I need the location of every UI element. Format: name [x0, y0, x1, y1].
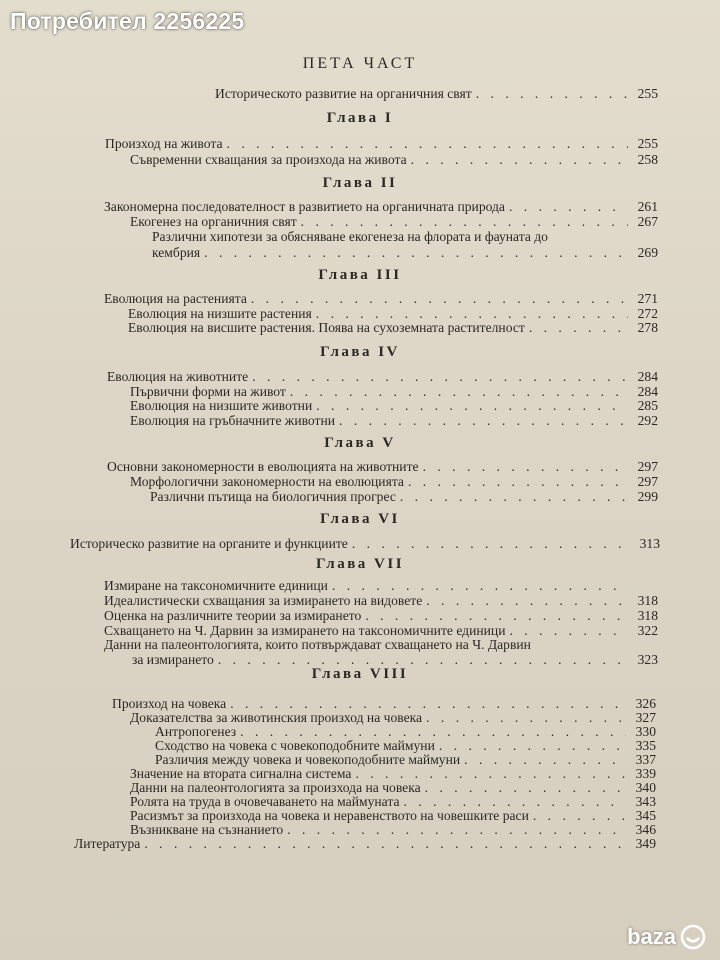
toc-entry: Произход на човека . . . 326 — [112, 696, 656, 712]
toc-entry-line1: Данни на палеонтологията, които потвърждават схващането на Ч. Дарвин — [104, 637, 531, 652]
toc-entry: Съвременни схващания за произхода на живота . . . 258 — [130, 152, 658, 168]
toc-entry: Произход на живота . . . 255 — [105, 136, 658, 152]
toc-entry: Различни пътища на биологичния прогрес . . . 299 — [150, 489, 658, 505]
chapter-heading: Глава II — [322, 175, 398, 191]
chapter-heading: Глава IV — [320, 344, 400, 360]
chapter-heading: Глава III — [318, 267, 402, 283]
toc-entry: кембрия . . . 269 — [152, 245, 658, 261]
user-watermark: Потребител 2256225 — [10, 8, 245, 34]
toc-entry: Историческо развитие на органите и функциите . . . 313 — [70, 536, 660, 552]
toc-entry-line1: Различни хипотези за обясняване екогенеза на флората и фауната до — [152, 229, 548, 244]
toc-entry: Литература . . . 349 — [74, 836, 656, 852]
toc-entry: Идеалистически схващания за измирането на видовете . . . 318 — [104, 593, 658, 609]
chapter-heading: Глава VII — [315, 556, 405, 572]
toc-entry: Сходство на човека с човекоподобните маймуни . . . 335 — [155, 738, 656, 754]
toc-entry: Еволюция на растенията . . . 271 — [104, 291, 658, 307]
toc-entry: Морфологични закономерности на еволюцията . . . 297 — [130, 474, 658, 490]
toc-entry: Измиране на таксономичните единици . . . — [104, 578, 658, 594]
smile-icon — [680, 924, 706, 950]
part-title: ПЕТА ЧАСТ — [302, 55, 418, 72]
toc-entry: Различия между човека и човекоподобните маймуни . . . 337 — [155, 752, 656, 768]
toc-entry: Първични форми на живот . . . 284 — [130, 384, 658, 400]
chapter-heading: Глава I — [326, 110, 394, 126]
toc-entry: Оценка на различните теории за измирането . . . 318 — [104, 608, 658, 624]
toc-entry: Екогенез на органичния свят . . . 267 — [130, 214, 658, 230]
toc-entry: Антропогенез . . . 330 — [155, 724, 656, 740]
bazar-logo: baza — [627, 924, 706, 950]
toc-entry: Еволюция на висшите растения. Поява на сухоземната растителност . . . 278 — [128, 320, 658, 336]
toc-entry: Основни закономерности в еволюцията на животните . . . 297 — [107, 459, 658, 475]
chapter-heading: Глава VI — [320, 511, 400, 527]
toc-entry: Историческото развитие на органичния свят . . . 255 — [215, 86, 658, 102]
toc-entry: за измирането . . . 323 — [132, 652, 658, 668]
toc-entry: Расизмът за произхода на човека и неравенството на човешките раси . . . 345 — [130, 808, 656, 824]
toc-entry: Закономерна последователност в развитието на органичната природа . . . 261 — [104, 199, 658, 215]
toc-entry: Еволюция на гръбначните животни . . . 292 — [130, 413, 658, 429]
chapter-heading: Глава V — [324, 435, 396, 451]
toc-entry: Еволюция на низшите растения . . . 272 — [128, 306, 658, 322]
toc-entry: Еволюция на низшите животни . . . 285 — [130, 398, 658, 414]
toc-entry: Ролята на труда в очовечаването на маймуната . . . 343 — [130, 794, 656, 810]
toc-entry: Възникване на съзнанието . . . 346 — [130, 822, 656, 838]
toc-entry: Схващането на Ч. Дарвин за измирането на таксономичните единици . . . 322 — [104, 623, 658, 639]
toc-entry: Данни на палеонтологията за произхода на човека . . . 340 — [130, 780, 656, 796]
toc-entry: Еволюция на животните . . . 284 — [107, 369, 658, 385]
toc-entry: Доказателства за животинския произход на човека . . . 327 — [130, 710, 656, 726]
toc-entry: Значение на втората сигнална система . . . 339 — [130, 766, 656, 782]
chapter-heading: Глава VIII — [311, 666, 409, 682]
